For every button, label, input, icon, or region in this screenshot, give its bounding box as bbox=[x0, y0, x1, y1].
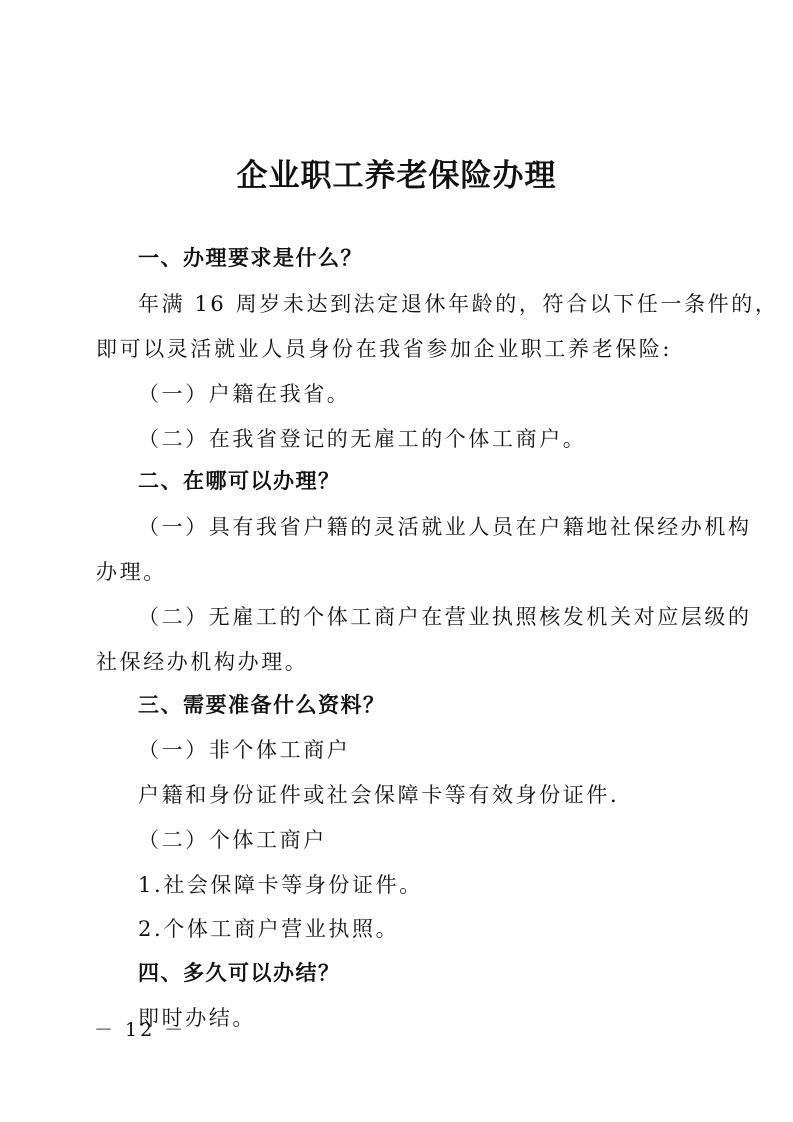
page-title: 企业职工养老保险办理 bbox=[236, 158, 557, 194]
page-number: － 12 － bbox=[94, 1019, 187, 1041]
section-heading-duration: 四、多久可以办结？ bbox=[138, 961, 341, 985]
requirements-paragraph-line-2: 即可以灵活就业人员身份在我省参加企业职工养老保险: bbox=[96, 337, 673, 361]
location-item-2-line-1: （二）无雇工的个体工商户在营业执照核发机关对应层级的 bbox=[138, 605, 752, 629]
requirement-item-1: （一）户籍在我省。 bbox=[138, 382, 351, 406]
section-heading-requirements: 一、办理要求是什么？ bbox=[138, 246, 363, 270]
section-heading-location: 二、在哪可以办理？ bbox=[138, 469, 341, 493]
materials-sub-heading-2: （二）个体工商户 bbox=[138, 828, 327, 852]
materials-sub-heading-1: （一）非个体工商户 bbox=[138, 738, 351, 762]
materials-sub-2-item-2: 2.个体工商户营业执照。 bbox=[138, 917, 400, 941]
materials-sub-1-text: 户籍和身份证件或社会保障卡等有效身份证件. bbox=[138, 783, 620, 807]
location-item-1-line-2: 办理。 bbox=[96, 560, 167, 584]
requirements-paragraph-line-1: 年满 16 周岁未达到法定退休年龄的，符合以下任一条件的， bbox=[138, 292, 779, 316]
materials-sub-2-item-1: 1.社会保障卡等身份证件。 bbox=[138, 873, 423, 897]
location-item-2-line-2: 社保经办机构办理。 bbox=[96, 650, 309, 674]
duration-text: 即时办结。 bbox=[138, 1006, 256, 1030]
requirement-item-2: （二）在我省登记的无雇工的个体工商户。 bbox=[138, 427, 587, 451]
location-item-1-line-1: （一）具有我省户籍的灵活就业人员在户籍地社保经办机构 bbox=[138, 515, 752, 539]
section-heading-materials: 三、需要准备什么资料？ bbox=[138, 693, 386, 717]
